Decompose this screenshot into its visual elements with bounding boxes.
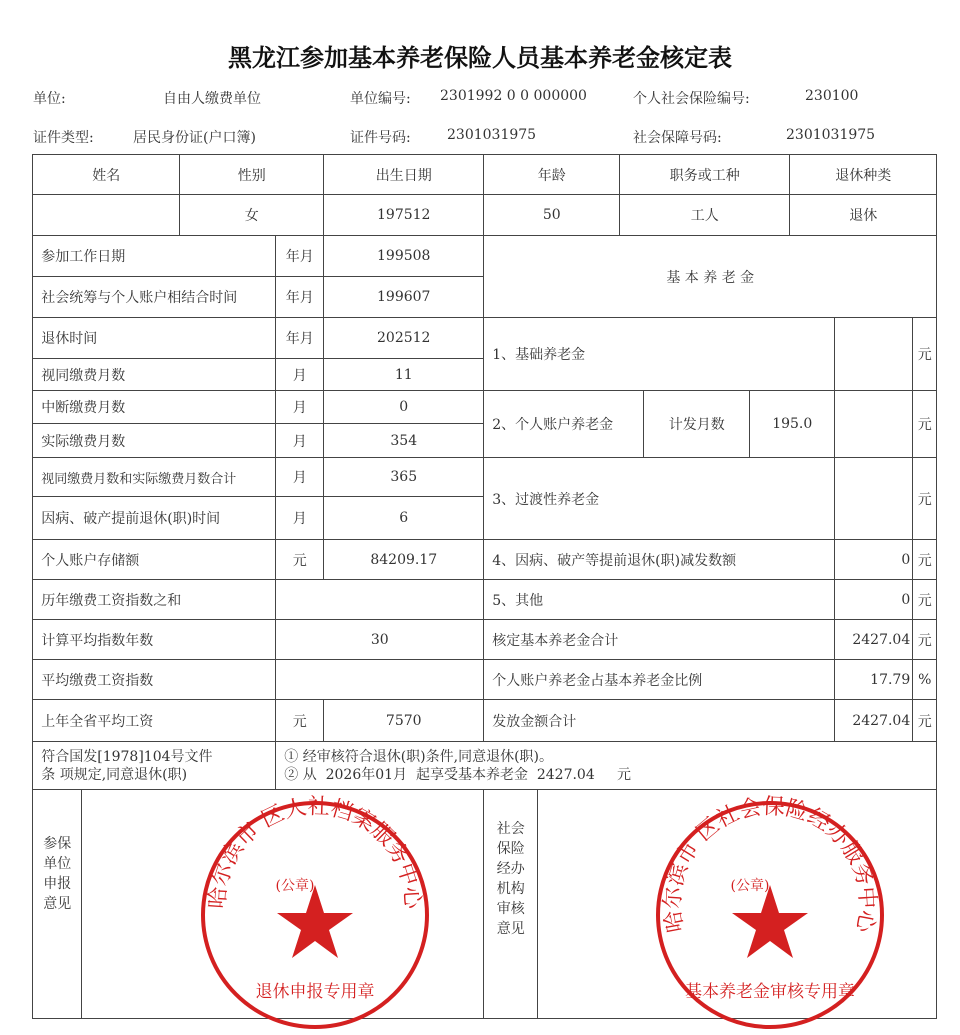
left-row-label: 实际缴费月数	[32, 423, 276, 458]
pin-label: 个人社会保险编号:	[633, 91, 750, 107]
header-name: 姓名	[32, 154, 180, 195]
pension-item-value	[834, 390, 913, 458]
left-row-label: 视同缴费月数	[32, 358, 276, 391]
pension-item-unit: 元	[912, 579, 937, 620]
pension-item-value	[834, 317, 913, 391]
left-row-unit: 月	[275, 390, 324, 424]
star-icon	[732, 885, 808, 958]
seal-center-text: (公章)	[730, 878, 770, 894]
left-row-unit: 月	[275, 358, 324, 391]
pension-item-label: 2、个人账户养老金	[483, 390, 644, 458]
pension-heading: 基 本 养 老 金	[483, 235, 937, 318]
left-row-unit: 月	[275, 457, 324, 497]
pension-item-unit: 元	[912, 457, 937, 540]
id-no-label: 证件号码:	[350, 130, 411, 146]
left-row-label: 个人账户存储额	[32, 539, 276, 580]
unit-label: 单位:	[33, 91, 66, 107]
left-row-value: 11	[323, 358, 484, 391]
person-name	[32, 194, 180, 236]
unit-no-value: 2301992 0 0 000000	[440, 88, 587, 104]
left-row-label: 社会统筹与个人账户相结合时间	[32, 276, 276, 318]
left-row-value: 354	[323, 423, 484, 458]
header-job: 职务或工种	[619, 154, 790, 195]
star-icon	[277, 885, 353, 958]
person-birth: 197512	[323, 194, 484, 236]
seal-ring-text: 哈尔滨市 区人社档案服务中心	[205, 795, 425, 910]
person-gender: 女	[179, 194, 324, 236]
pension-item-unit: 元	[912, 699, 937, 742]
pension-item-unit: 元	[912, 317, 937, 391]
seal-ring-text: 哈尔滨市 区社会保险经办服务中心	[660, 795, 880, 935]
person-age: 50	[483, 194, 620, 236]
left-row-unit: 年月	[275, 317, 324, 359]
seal-bottom-text: 基本养老金审核专用章	[685, 982, 855, 1002]
header-birth: 出生日期	[323, 154, 484, 195]
approval-line-1: ① 经审核符合退休(职)条件,同意退休(职)。	[284, 748, 553, 765]
pension-item-label: 发放金额合计	[483, 699, 835, 742]
pension-item-value: 0	[834, 539, 913, 580]
left-row-unit: 元	[275, 539, 324, 580]
pension-item-label: 3、过渡性养老金	[483, 457, 835, 540]
pin-value: 230100	[805, 88, 859, 104]
pension-item-label: 5、其他	[483, 579, 835, 620]
payout-months-value: 195.0	[749, 390, 835, 458]
pension-item-label: 4、因病、破产等提前退休(职)减发数额	[483, 539, 835, 580]
left-row-value: 7570	[323, 699, 484, 742]
pension-item-label: 个人账户养老金占基本养老金比例	[483, 659, 835, 700]
left-row-value	[275, 659, 484, 700]
header-gender: 性别	[179, 154, 324, 195]
id-type-value: 居民身份证(户口簿)	[133, 130, 256, 146]
left-row-label: 中断缴费月数	[32, 390, 276, 424]
left-row-label: 因病、破产提前退休(职)时间	[32, 496, 276, 540]
left-row-value: 0	[323, 390, 484, 424]
pension-item-unit: %	[912, 659, 937, 700]
left-row-label: 退休时间	[32, 317, 276, 359]
left-row-value: 199508	[323, 235, 484, 277]
left-row-unit: 元	[275, 699, 324, 742]
pension-item-value	[834, 457, 913, 540]
official-seal	[195, 795, 435, 1035]
approval-left-2: 条 项规定,同意退休(职)	[41, 766, 188, 783]
left-row-unit: 年月	[275, 235, 324, 277]
left-row-unit: 年月	[275, 276, 324, 318]
left-row-value: 365	[323, 457, 484, 497]
id-type-label: 证件类型:	[33, 130, 94, 146]
pension-item-unit: 元	[912, 390, 937, 458]
left-row-label: 视同缴费月数和实际缴费月数合计	[32, 457, 276, 497]
pension-item-label: 核定基本养老金合计	[483, 619, 835, 660]
left-row-label: 历年缴费工资指数之和	[32, 579, 276, 620]
unit-value: 自由人缴费单位	[163, 91, 261, 107]
left-row-label: 计算平均指数年数	[32, 619, 276, 660]
left-row-label: 参加工作日期	[32, 235, 276, 277]
left-row-unit: 月	[275, 423, 324, 458]
left-row-value: 202512	[323, 317, 484, 359]
ss-no-value: 2301031975	[786, 127, 876, 143]
left-row-value: 6	[323, 496, 484, 540]
left-row-label: 上年全省平均工资	[32, 699, 276, 742]
left-row-value: 30	[275, 619, 484, 660]
id-no-value: 2301031975	[447, 127, 537, 143]
pension-item-unit: 元	[912, 539, 937, 580]
applicant-opinion-label: 参保单位申报意见	[43, 836, 72, 913]
pension-item-value: 17.79	[834, 659, 913, 700]
header-age: 年龄	[483, 154, 620, 195]
seal-center-text: (公章)	[275, 878, 315, 894]
ss-no-label: 社会保障号码:	[633, 130, 722, 146]
left-row-value: 84209.17	[323, 539, 484, 580]
approval-line-2: ② 从 2026年01月 起享受基本养老金 2427.04 元	[284, 766, 631, 783]
left-row-label: 平均缴费工资指数	[32, 659, 276, 700]
agency-opinion-label: 社会保险经办机构审核意见	[496, 821, 525, 938]
official-seal	[650, 795, 890, 1035]
pension-item-value: 2427.04	[834, 619, 913, 660]
page-title: 黑龙江参加基本养老保险人员基本养老金核定表	[228, 43, 732, 72]
person-job: 工人	[619, 194, 790, 236]
seal-bottom-text: 退休申报专用章	[255, 982, 375, 1002]
left-row-value: 199607	[323, 276, 484, 318]
payout-months-label: 计发月数	[643, 390, 750, 458]
left-row-unit: 月	[275, 496, 324, 540]
person-retire-type: 退休	[789, 194, 937, 236]
pension-item-unit: 元	[912, 619, 937, 660]
pension-item-label: 1、基础养老金	[483, 317, 835, 391]
pension-item-value: 0	[834, 579, 913, 620]
left-row-value	[275, 579, 484, 620]
header-retire-type: 退休种类	[789, 154, 937, 195]
approval-left-1: 符合国发[1978]104号文件	[41, 748, 213, 765]
pension-item-value: 2427.04	[834, 699, 913, 742]
unit-no-label: 单位编号:	[350, 91, 411, 107]
